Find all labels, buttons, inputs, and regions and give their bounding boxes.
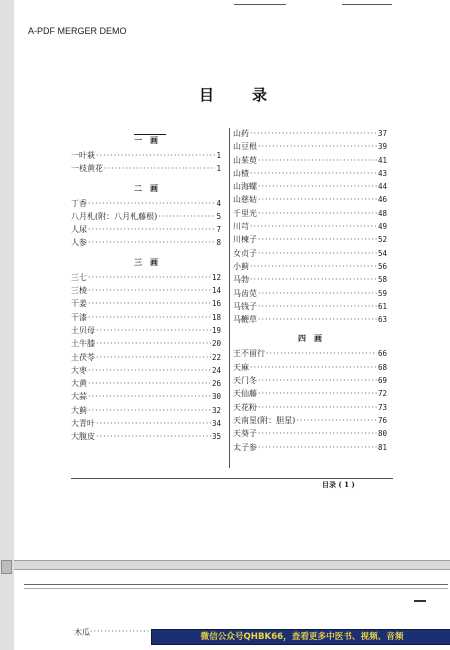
toc-page-number: 26 bbox=[211, 379, 221, 389]
wechat-banner: 微信公众号QHBK66，查看更多中医书、视频、音频 bbox=[151, 629, 450, 645]
toc-page-number: 48 bbox=[377, 208, 387, 218]
toc-entry[interactable] bbox=[71, 297, 221, 310]
toc-entry[interactable] bbox=[71, 210, 221, 223]
leader-dots bbox=[258, 180, 377, 193]
toc-entry-name: 天南星(附：胆星) bbox=[233, 415, 296, 425]
toc-entry-name: 人尿 bbox=[71, 225, 87, 235]
section-heading: 二画 bbox=[134, 182, 166, 193]
toc-entry-name: 马钱子 bbox=[233, 301, 257, 311]
toc-entry-name: 马勃 bbox=[233, 275, 249, 285]
toc-entry-name: 山豆根 bbox=[233, 142, 257, 152]
toc-entry[interactable] bbox=[233, 140, 387, 153]
leader-dots bbox=[258, 193, 377, 206]
section-heading: 三画 bbox=[134, 256, 166, 267]
toc-entry-name: 土贝母 bbox=[71, 325, 95, 335]
leader-dots bbox=[258, 441, 377, 454]
toc-entry-name: 干漆 bbox=[71, 312, 87, 322]
toc-page-number: 37 bbox=[377, 129, 387, 138]
toc-entry-name: 土牛膝 bbox=[71, 339, 95, 349]
toc-entry[interactable] bbox=[71, 390, 221, 403]
toc-entry[interactable] bbox=[233, 401, 387, 414]
toc-left-column bbox=[71, 132, 221, 444]
leader-dots bbox=[88, 284, 211, 297]
leader-dots bbox=[250, 260, 377, 273]
toc-entry[interactable] bbox=[233, 427, 387, 440]
top-rule-left bbox=[234, 4, 286, 5]
toc-page-number: 61 bbox=[377, 301, 387, 311]
toc-page-number: 12 bbox=[211, 272, 221, 282]
leader-dots bbox=[258, 427, 377, 440]
toc-page-number: 22 bbox=[211, 352, 221, 362]
toc-page-number: 39 bbox=[377, 142, 387, 152]
toc-page-number: 59 bbox=[377, 288, 387, 298]
toc-entry-name: 川楝子 bbox=[233, 235, 257, 245]
dash-mark bbox=[414, 600, 426, 602]
toc-entry[interactable] bbox=[71, 271, 221, 284]
toc-entry-name: 一枝黄花 bbox=[71, 164, 103, 174]
toc-entry[interactable] bbox=[233, 233, 387, 246]
leader-dots bbox=[250, 220, 377, 233]
toc-page-number: 49 bbox=[377, 222, 387, 232]
toc-entry[interactable] bbox=[71, 162, 221, 175]
toc-page-number: 46 bbox=[377, 195, 387, 205]
column-divider bbox=[229, 128, 230, 468]
toc-page-number: 56 bbox=[377, 261, 387, 271]
toc-entry-name: 山药 bbox=[233, 129, 249, 138]
leader-dots bbox=[88, 197, 215, 210]
toc-page-number: 72 bbox=[377, 389, 387, 399]
leader-dots bbox=[96, 430, 211, 443]
leader-dots bbox=[96, 149, 215, 162]
toc-page-number: 34 bbox=[211, 419, 221, 429]
toc-page-number: 14 bbox=[211, 286, 221, 296]
leader-dots bbox=[88, 271, 211, 284]
leader-dots bbox=[88, 404, 211, 417]
toc-page-number: 68 bbox=[377, 362, 387, 372]
toc-entry-name: 山慈姑 bbox=[233, 195, 257, 205]
toc-entry-name: 川芎 bbox=[233, 222, 249, 232]
toc-page-number: 63 bbox=[377, 315, 387, 325]
toc-entry[interactable] bbox=[233, 374, 387, 387]
toc-page-number: 44 bbox=[377, 182, 387, 192]
footer-rule bbox=[71, 478, 393, 479]
toc-page-number: 32 bbox=[211, 405, 221, 415]
toc-page-number: 73 bbox=[377, 402, 387, 412]
toc-entry[interactable] bbox=[233, 273, 387, 286]
leader-dots bbox=[250, 273, 377, 286]
toc-entry[interactable] bbox=[233, 361, 387, 374]
toc-entry-name: 木瓜 bbox=[74, 628, 90, 637]
vertical-scrollbar[interactable] bbox=[0, 0, 15, 650]
toc-page-number: 16 bbox=[211, 299, 221, 309]
toc-entry[interactable] bbox=[71, 223, 221, 236]
leader-dots bbox=[96, 324, 211, 337]
toc-entry-name: 天葵子 bbox=[233, 429, 257, 439]
toc-entry-name: 天门冬 bbox=[233, 376, 257, 386]
toc-entry-name: 小蓟 bbox=[233, 261, 249, 271]
toc-entry-name: 大枣 bbox=[71, 365, 87, 375]
toc-entry-name: 大青叶 bbox=[71, 419, 95, 429]
toc-entry[interactable] bbox=[233, 441, 387, 454]
leader-dots bbox=[88, 311, 211, 324]
toc-entry[interactable] bbox=[71, 149, 221, 162]
toc-page-number: 43 bbox=[377, 168, 387, 178]
leader-dots bbox=[258, 313, 377, 326]
top-rule-right bbox=[342, 4, 392, 5]
toc-entry[interactable] bbox=[233, 193, 387, 206]
toc-entry-name: 天仙藤 bbox=[233, 389, 257, 399]
toc-entry-name: 人参 bbox=[71, 238, 87, 248]
next-page-top-rule bbox=[24, 584, 448, 585]
leader-dots bbox=[250, 167, 377, 180]
toc-page-number: 69 bbox=[377, 376, 387, 386]
leader-dots bbox=[258, 401, 377, 414]
toc-entry-name: 太子参 bbox=[233, 442, 257, 452]
toc-page-number: 1 bbox=[216, 151, 221, 160]
toc-entry-name: 三棱 bbox=[71, 286, 87, 296]
leader-dots bbox=[88, 377, 211, 390]
leader-dots bbox=[88, 297, 211, 310]
toc-entry-name: 山海螺 bbox=[233, 182, 257, 192]
toc-entry-name: 三七 bbox=[71, 272, 87, 282]
toc-page-number: 41 bbox=[377, 155, 387, 165]
toc-entry[interactable] bbox=[233, 220, 387, 233]
page-separator bbox=[14, 560, 450, 570]
toc-entry-name: 丁香 bbox=[71, 198, 87, 208]
next-document-page bbox=[14, 570, 450, 650]
toc-entry-name: 山楂 bbox=[233, 168, 249, 178]
toc-page-number: 7 bbox=[216, 225, 221, 235]
page-footer: 目录 ( 1 ) bbox=[322, 480, 355, 489]
toc-page-number: 19 bbox=[211, 325, 221, 335]
toc-entry-name: 大蒜 bbox=[71, 392, 87, 402]
leader-dots bbox=[250, 361, 377, 374]
toc-entry[interactable] bbox=[233, 154, 387, 167]
toc-page-number: 66 bbox=[377, 349, 387, 359]
toc-entry[interactable] bbox=[233, 313, 387, 326]
toc-entry[interactable] bbox=[233, 207, 387, 220]
toc-entry-name: 马鞭草 bbox=[233, 315, 257, 325]
leader-dots bbox=[96, 337, 211, 350]
toc-entry-name: 土茯苓 bbox=[71, 352, 95, 362]
toc-entry[interactable] bbox=[71, 337, 221, 350]
toc-entry[interactable] bbox=[233, 347, 387, 360]
toc-entry-name: 大黄 bbox=[71, 379, 87, 389]
toc-entry[interactable] bbox=[71, 364, 221, 377]
leader-dots bbox=[258, 287, 377, 300]
toc-entry[interactable] bbox=[233, 260, 387, 273]
toc-entry[interactable] bbox=[233, 287, 387, 300]
toc-entry[interactable] bbox=[71, 377, 221, 390]
toc-entry-name: 大腹皮 bbox=[71, 432, 95, 442]
toc-entry-name: 马齿苋 bbox=[233, 288, 257, 298]
toc-entry-name: 干姜 bbox=[71, 299, 87, 309]
leader-dots bbox=[104, 162, 215, 175]
toc-entry[interactable] bbox=[71, 236, 221, 249]
toc-entry-name: 王不留行 bbox=[233, 349, 265, 359]
toc-entry-name: 千里光 bbox=[233, 208, 257, 218]
page-title: 目录 bbox=[199, 86, 306, 104]
section-heading: 一画 bbox=[134, 135, 166, 145]
toc-page-number: 76 bbox=[377, 415, 387, 425]
leader-dots bbox=[258, 233, 377, 246]
scrollbar-thumb[interactable] bbox=[1, 560, 12, 574]
leader-dots bbox=[258, 247, 377, 260]
toc-entry-name: 大蓟 bbox=[71, 405, 87, 415]
toc-entry-name: 天麻 bbox=[233, 362, 249, 372]
toc-entry[interactable] bbox=[233, 414, 387, 427]
toc-entry-name: 八月札(附：八月札藤根) bbox=[71, 211, 158, 221]
toc-entry[interactable] bbox=[71, 324, 221, 337]
toc-entry[interactable] bbox=[233, 127, 387, 140]
toc-page-number: 30 bbox=[211, 392, 221, 402]
toc-entry[interactable] bbox=[71, 311, 221, 324]
toc-entry[interactable] bbox=[71, 351, 221, 364]
leader-dots bbox=[88, 364, 211, 377]
leader-dots bbox=[258, 207, 377, 220]
toc-page-number: 35 bbox=[211, 432, 221, 442]
toc-entry[interactable] bbox=[71, 404, 221, 417]
toc-entry[interactable] bbox=[71, 417, 221, 430]
toc-page-number: 8 bbox=[216, 238, 221, 248]
leader-dots bbox=[258, 387, 377, 400]
leader-dots bbox=[258, 300, 377, 313]
leader-dots bbox=[258, 154, 377, 167]
leader-dots bbox=[258, 374, 377, 387]
toc-entry-name: 天花粉 bbox=[233, 402, 257, 412]
leader-dots bbox=[96, 417, 211, 430]
toc-entry[interactable] bbox=[71, 284, 221, 297]
toc-page-number: 58 bbox=[377, 275, 387, 285]
leader-dots bbox=[250, 127, 377, 140]
section-heading: 四画 bbox=[298, 333, 330, 344]
toc-page-number: 18 bbox=[211, 312, 221, 322]
leader-dots bbox=[88, 390, 211, 403]
toc-page-number: 24 bbox=[211, 365, 221, 375]
leader-dots bbox=[88, 223, 215, 236]
toc-entry-name: 山茱萸 bbox=[233, 155, 257, 165]
toc-entry[interactable] bbox=[233, 167, 387, 180]
toc-entry[interactable] bbox=[233, 180, 387, 193]
toc-entry-name: 女贞子 bbox=[233, 248, 257, 258]
toc-page-number: 4 bbox=[216, 198, 221, 208]
leader-dots bbox=[158, 210, 215, 223]
leader-dots bbox=[266, 347, 377, 360]
leader-dots bbox=[296, 414, 377, 427]
leader-dots bbox=[96, 351, 211, 364]
leader-dots bbox=[258, 140, 377, 153]
toc-page-number: 52 bbox=[377, 235, 387, 245]
toc-page-number: 81 bbox=[377, 442, 387, 452]
toc-entry[interactable] bbox=[233, 247, 387, 260]
document-page bbox=[14, 0, 450, 560]
toc-right-column bbox=[233, 127, 387, 454]
toc-page-number: 5 bbox=[216, 211, 221, 221]
toc-entry-name: 一叶萩 bbox=[71, 151, 95, 160]
watermark-text: A-PDF MERGER DEMO bbox=[28, 26, 127, 36]
toc-entry[interactable] bbox=[71, 197, 221, 210]
toc-entry[interactable] bbox=[71, 430, 221, 443]
toc-page-number: 80 bbox=[377, 429, 387, 439]
toc-page-number: 54 bbox=[377, 248, 387, 258]
toc-page-number: 1 bbox=[216, 164, 221, 174]
toc-page-number: 20 bbox=[211, 339, 221, 349]
toc-entry[interactable] bbox=[233, 387, 387, 400]
leader-dots bbox=[88, 236, 215, 249]
next-page-second-rule bbox=[24, 588, 448, 589]
toc-entry[interactable] bbox=[233, 300, 387, 313]
